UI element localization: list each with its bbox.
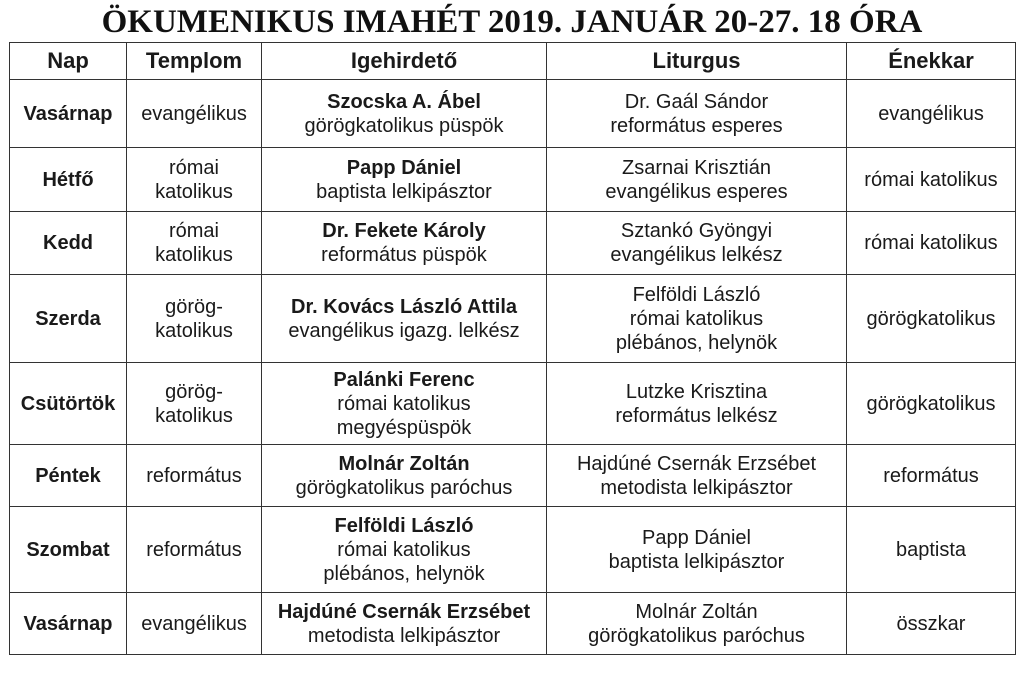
preacher-role-line: baptista lelkipásztor [316, 180, 492, 203]
preacher-name: Molnár Zoltán [338, 452, 470, 475]
church-line: görög- [165, 295, 223, 318]
liturgist-cell [547, 593, 847, 655]
liturgist-line: evangélikus lelkész [610, 244, 783, 266]
page-title: ÖKUMENIKUS IMAHÉT 2019. JANUÁR 20-27. 18 ÓRA [101, 4, 923, 40]
table-row [10, 275, 1016, 363]
preacher-cell [262, 148, 547, 212]
church-cell [127, 148, 262, 212]
table-row [10, 363, 1016, 445]
header-church: Templom [127, 43, 262, 80]
church-line: katolikus [155, 319, 233, 342]
header-preacher: Igehirdető [262, 43, 547, 80]
choir-cell: evangélikus [847, 80, 1016, 148]
church-line: katolikus [155, 244, 233, 266]
choir-cell: görögkatolikus [847, 275, 1016, 363]
liturgist-line: Zsarnai Krisztián [622, 156, 771, 179]
preacher-name: Palánki Ferenc [333, 368, 475, 391]
preacher-role-line: plébános, helynök [323, 562, 485, 585]
liturgist-line: görögkatolikus paróchus [588, 624, 805, 647]
liturgist-line: Hajdúné Csernák Erzsébet [576, 452, 816, 475]
day-cell: Szerda [10, 275, 127, 363]
church-cell [127, 363, 262, 445]
church-cell [127, 80, 262, 148]
preacher-role-line: görögkatolikus paróchus [295, 476, 513, 499]
church-cell [127, 507, 262, 593]
liturgist-cell [547, 148, 847, 212]
preacher-role-line: görögkatolikus püspök [304, 114, 504, 137]
preacher-role-line: evangélikus igazg. lelkész [288, 319, 520, 342]
liturgist-line: Sztankó Gyöngyi [620, 220, 773, 242]
choir-cell: összkar [847, 593, 1016, 655]
preacher-cell [262, 593, 547, 655]
church-cell [127, 445, 262, 507]
day-cell: Vasárnap [10, 80, 127, 148]
preacher-cell [262, 212, 547, 275]
table-header-row [10, 43, 1016, 80]
day-cell: Vasárnap [10, 593, 127, 655]
liturgist-line: Papp Dániel [642, 526, 751, 549]
preacher-name: Dr. Kovács László Attila [291, 295, 517, 318]
preacher-cell [262, 507, 547, 593]
table-row [10, 80, 1016, 148]
choir-cell: római katolikus [847, 148, 1016, 212]
church-line: evangélikus [141, 102, 247, 125]
church-line: református [146, 464, 242, 487]
table-row [10, 507, 1016, 593]
preacher-cell [262, 445, 547, 507]
day-cell: Péntek [10, 445, 127, 507]
liturgist-line: református esperes [610, 114, 783, 137]
choir-cell: baptista [847, 507, 1016, 593]
choir-cell: görögkatolikus [847, 363, 1016, 445]
preacher-role-line: római katolikus [337, 538, 471, 561]
preacher-name: Szocska A. Ábel [327, 90, 481, 113]
church-line: evangélikus [141, 612, 247, 635]
schedule-table [9, 42, 1016, 655]
header-choir: Énekkar [847, 43, 1016, 80]
church-cell [127, 593, 262, 655]
liturgist-line: evangélikus esperes [605, 180, 788, 203]
liturgist-cell [547, 275, 847, 363]
preacher-cell [262, 275, 547, 363]
preacher-role-line: református püspök [321, 244, 487, 266]
preacher-name: Papp Dániel [346, 156, 462, 179]
church-line: református [146, 538, 242, 561]
church-line: római [168, 220, 219, 242]
liturgist-line: Dr. Gaál Sándor [624, 90, 769, 113]
church-cell [127, 212, 262, 275]
preacher-cell [262, 80, 547, 148]
liturgist-line: baptista lelkipásztor [608, 550, 785, 573]
liturgist-cell [547, 445, 847, 507]
liturgist-line: református lelkész [615, 404, 778, 427]
liturgist-cell [547, 363, 847, 445]
liturgist-cell [547, 80, 847, 148]
table-row [10, 593, 1016, 655]
liturgist-line: plébános, helynök [615, 331, 778, 354]
day-cell: Hétfő [10, 148, 127, 212]
choir-cell: római katolikus [847, 212, 1016, 275]
preacher-role-line: római katolikus [337, 392, 471, 415]
liturgist-line: metodista lelkipásztor [600, 476, 793, 499]
day-cell: Csütörtök [10, 363, 127, 445]
liturgist-line: római katolikus [629, 307, 764, 330]
liturgist-line: Felföldi László [632, 283, 761, 306]
preacher-role-line: megyéspüspök [336, 416, 472, 439]
preacher-role-line: metodista lelkipásztor [307, 624, 501, 647]
preacher-cell [262, 363, 547, 445]
church-line: görög- [165, 380, 223, 403]
table-row [10, 148, 1016, 212]
liturgist-line: Lutzke Krisztina [625, 380, 768, 403]
table-body [10, 80, 1016, 655]
preacher-name: Dr. Fekete Károly [322, 220, 486, 242]
preacher-name: Hajdúné Csernák Erzsébet [277, 600, 531, 623]
header-liturgist: Liturgus [547, 43, 847, 80]
day-cell: Kedd [10, 212, 127, 275]
church-line: katolikus [155, 404, 233, 427]
choir-cell: református [847, 445, 1016, 507]
preacher-name: Felföldi László [334, 514, 474, 537]
table-row [10, 212, 1016, 275]
header-day: Nap [10, 43, 127, 80]
liturgist-cell [547, 212, 847, 275]
liturgist-line: Molnár Zoltán [635, 600, 758, 623]
church-cell [127, 275, 262, 363]
church-line: római [168, 156, 219, 179]
church-line: katolikus [155, 180, 233, 203]
day-cell: Szombat [10, 507, 127, 593]
table-row [10, 445, 1016, 507]
liturgist-cell [547, 507, 847, 593]
